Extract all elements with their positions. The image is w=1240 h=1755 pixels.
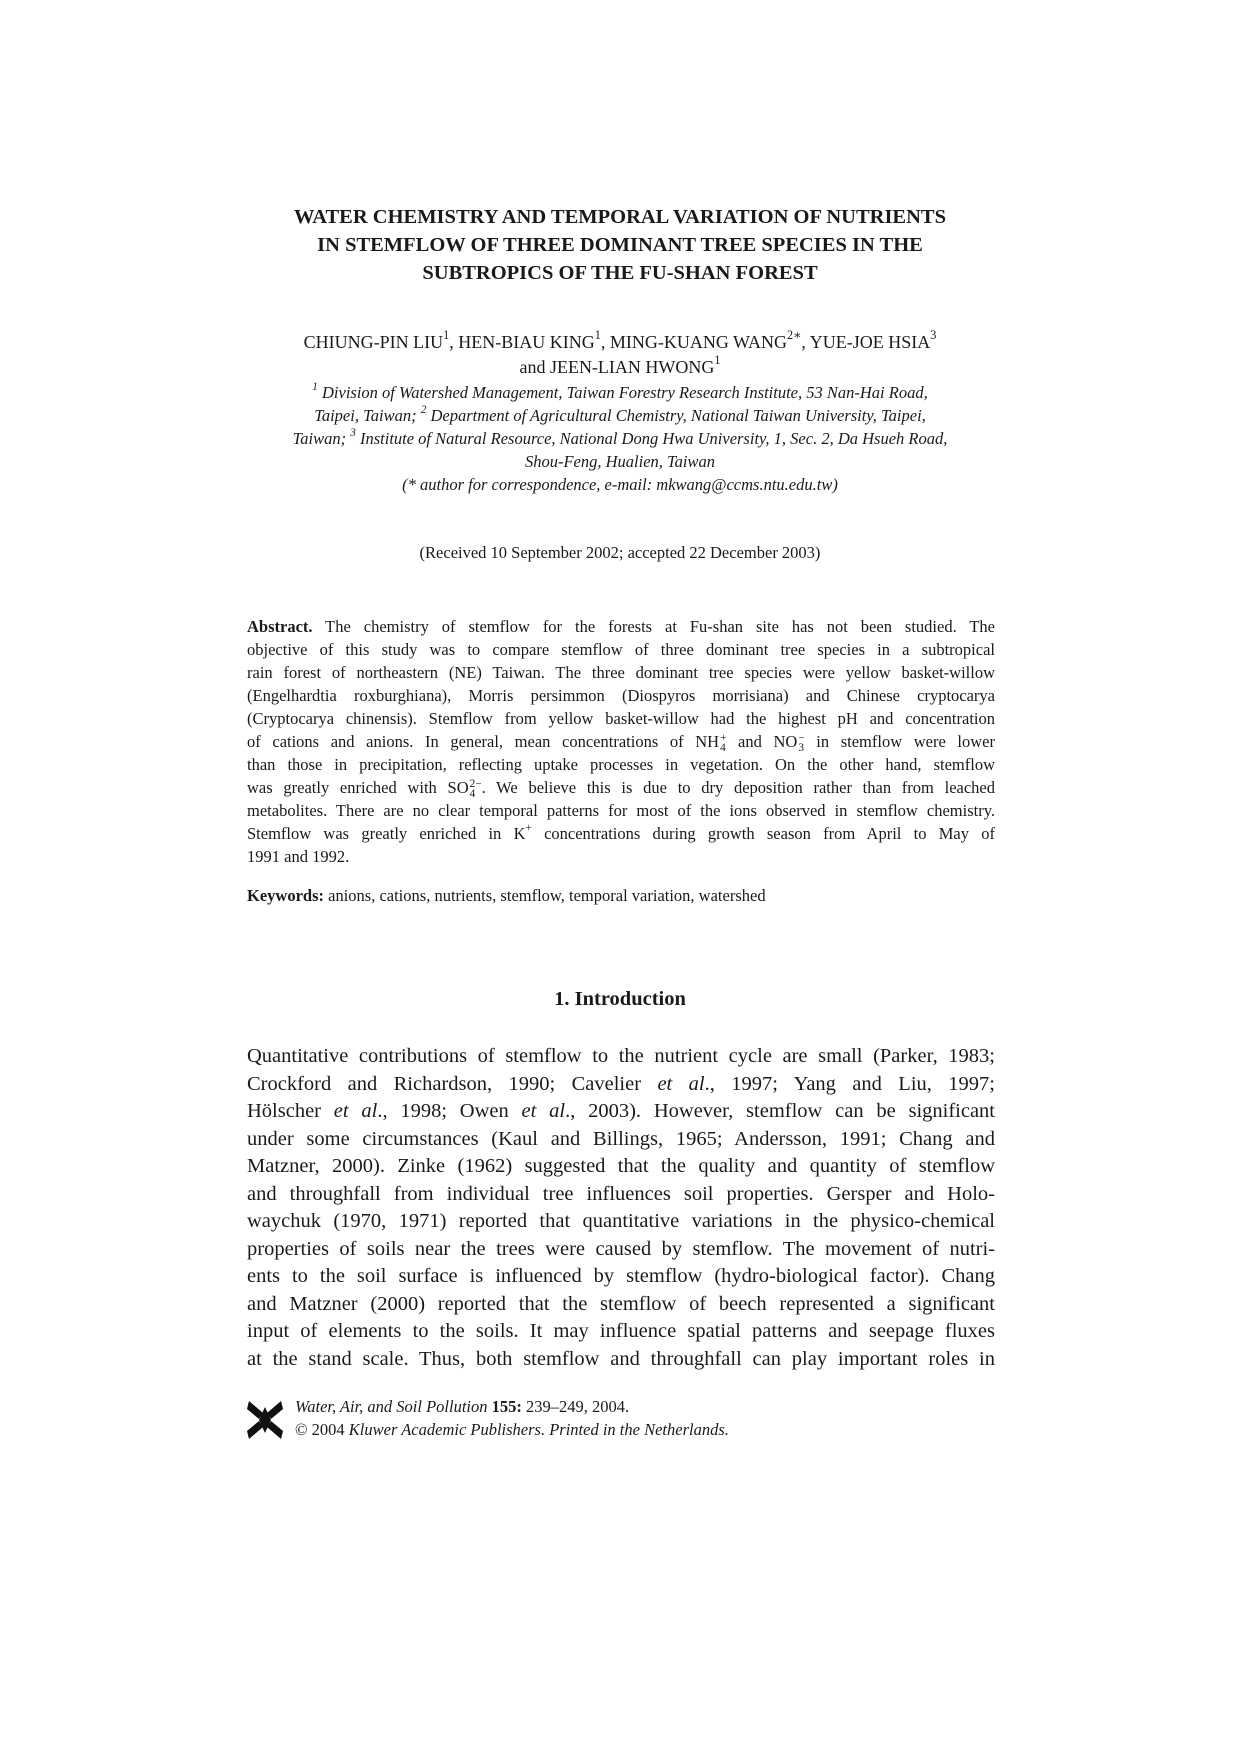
affiliation-line [190,427,1050,450]
abstract-line: (Cryptocarya chinensis). Stemflow from yellow basket-willow had the highest pH and concentration [247,709,995,728]
author-line [190,330,1050,355]
body-line: under some circumstances (Kaul and Billings, 1965; Andersson, 1991; Chang and [247,1127,995,1150]
body-line: at the stand scale. Thus, both stemflow and throughfall can play important roles in [247,1347,995,1370]
title-line: WATER CHEMISTRY AND TEMPORAL VARIATION OF NUTRIENTS [294,206,946,228]
abstract-line [247,615,995,638]
body-line: ents to the soil surface is influenced by stemflow (hydro-biological factor). Chang [247,1265,995,1287]
body-text: ., 2003). However, stemflow can be significant [565,1100,995,1122]
count-subscript: 4 [720,742,726,755]
abstract-line: than those in precipitation, reflecting uptake processes in vegetation. On the other hand, stemflow [247,755,995,774]
correspondence-line: (* author for correspondence, e-mail: mkwang@ccms.ntu.edu.tw) [402,475,838,494]
abstract-text: of cations and anions. In general, mean concentrations of NH [247,732,720,751]
nitrate-formula [797,730,804,754]
abstract-line [247,822,995,845]
affiliation-marker: 1 [594,328,601,343]
charge-superscript: − [798,731,805,744]
body-text: Crockford and Richardson, 1990; Cavelier [247,1072,658,1095]
author-list [190,330,1050,380]
received-dates: (Received 10 September 2002; accepted 22 December 2003) [419,543,821,562]
body-text: et al [521,1100,566,1122]
author-name: , HEN-BIAU KING [449,332,595,352]
keywords-text: anions, cations, nutrients, stemflow, temporal variation, watershed [324,886,766,905]
author-name: , YUE-JOE HSIA [801,332,931,352]
charge-superscript: + [720,731,727,744]
affiliation-marker: 2∗ [786,328,802,343]
abstract-line: objective of this study was to compare stemflow of three dominant tree species in a subtropical [247,640,995,659]
body-line: Matzner, 2000). Zinke (1962) suggested that the quality and quantity of stemflow [247,1155,995,1177]
affiliation-text: Taiwan; [292,429,351,448]
affiliation-marker: 1 [714,353,721,368]
section-heading: 1. Introduction [554,988,686,1010]
abstract-text: . We believe this is due to dry deposition rather than from leached [481,778,995,797]
charge-superscript: 2− [469,777,482,790]
author-name: CHIUNG-PIN LIU [303,332,444,352]
citation-line [295,1395,729,1418]
affiliation-text: Institute of Natural Resource, National Dong Hwa University, 1, Sec. 2, Da Hsueh Road, [355,429,948,448]
charge-superscript: + [525,821,532,834]
introduction-body [247,1043,995,1373]
abstract-line [247,776,995,799]
affiliation-line [190,381,1050,404]
abstract-text: concentrations during growth season from April to May of [531,824,995,843]
journal-footer [247,1395,995,1445]
affiliation-line: Shou-Feng, Hualien, Taiwan [524,452,716,471]
abstract-text: was greatly enriched with SO [247,778,469,797]
affiliation-text: Taipei, Taiwan; [314,406,421,425]
body-line: and throughfall from individual tree influences soil properties. Gersper and Holo- [247,1182,995,1205]
abstract-line: metabolites. There are no clear temporal patterns for most of the ions observed in stemflow chemistry. [247,801,995,820]
copyright-line [295,1418,729,1441]
body-text: Hölscher [247,1100,334,1122]
affiliation-marker: 1 [443,328,450,343]
copyright-text: © 2004 [295,1420,349,1439]
paper-title [190,203,1050,287]
author-name: and JEEN-LIAN HWONG [519,357,715,377]
body-line: waychuk (1970, 1971) reported that quantitative variations in the physico-chemical [247,1210,995,1232]
body-text: ., 1998; Owen [377,1100,522,1122]
body-text: et al [333,1100,378,1122]
abstract [247,615,995,868]
sulfate-formula [469,776,482,800]
affiliation-text: Division of Watershed Management, Taiwan Forestry Research Institute, 53 Nan-Hai Road, [317,383,928,402]
author-name: , MING-KUANG WANG [600,332,787,352]
abstract-line: rain forest of northeastern (NE) Taiwan. The three dominant tree species were yellow basket-willow [247,663,995,682]
affiliation-marker: 3 [930,328,937,343]
body-text: ., 1997; Yang and Liu, 1997; [704,1072,995,1095]
abstract-line: 1991 and 1992. [247,847,350,866]
affiliation-text: Department of Agricultural Chemistry, National Taiwan University, Taipei, [426,406,926,425]
title-line: IN STEMFLOW OF THREE DOMINANT TREE SPECIES IN THE [317,234,923,256]
title-line: SUBTROPICS OF THE FU-SHAN FOREST [422,262,818,284]
abstract-label: Abstract. [247,617,313,636]
footer-citation [295,1395,729,1441]
abstract-line [247,730,995,753]
journal-volume: 155: [491,1397,522,1416]
journal-pages: 239–249, 2004. [521,1397,630,1416]
abstract-text: The chemistry of stemflow for the forests at Fu-shan site has not been studied. The [312,617,995,636]
affiliations [190,381,1050,496]
publisher-logo-icon [247,1399,283,1441]
count-subscript: 3 [798,742,804,755]
affiliation-marker: 3 [350,426,356,439]
abstract-line: (Engelhardtia roxburghiana), Morris persimmon (Diospyros morrisiana) and Chinese cryptocarya [247,686,995,705]
body-line: Quantitative contributions of stemflow to the nutrient cycle are small (Parker, 1983; [247,1045,995,1067]
abstract-text: Stemflow was greatly enriched in K [247,824,526,843]
body-line: properties of soils near the trees were caused by stemflow. The movement of nutri- [247,1237,995,1260]
body-line: input of elements to the soils. It may influence spatial patterns and seepage fluxes [247,1320,995,1342]
journal-name: Water, Air, and Soil Pollution [295,1397,488,1416]
affiliation-marker: 2 [420,403,427,416]
author-line [190,355,1050,380]
abstract-text: and NO [726,732,798,751]
body-line: and Matzner (2000) reported that the stemflow of beech represented a significant [247,1292,995,1315]
affiliation-marker: 1 [312,380,318,393]
publisher-name: Kluwer Academic Publishers. Printed in the Netherlands. [348,1420,729,1439]
keywords-label: Keywords: [247,886,324,905]
body-text: et al [657,1072,705,1095]
body-line [247,1098,995,1126]
keywords [247,884,995,907]
body-line [247,1071,995,1099]
affiliation-line [190,404,1050,427]
count-subscript: 4 [469,788,476,801]
abstract-text: in stemflow were lower [804,732,996,751]
